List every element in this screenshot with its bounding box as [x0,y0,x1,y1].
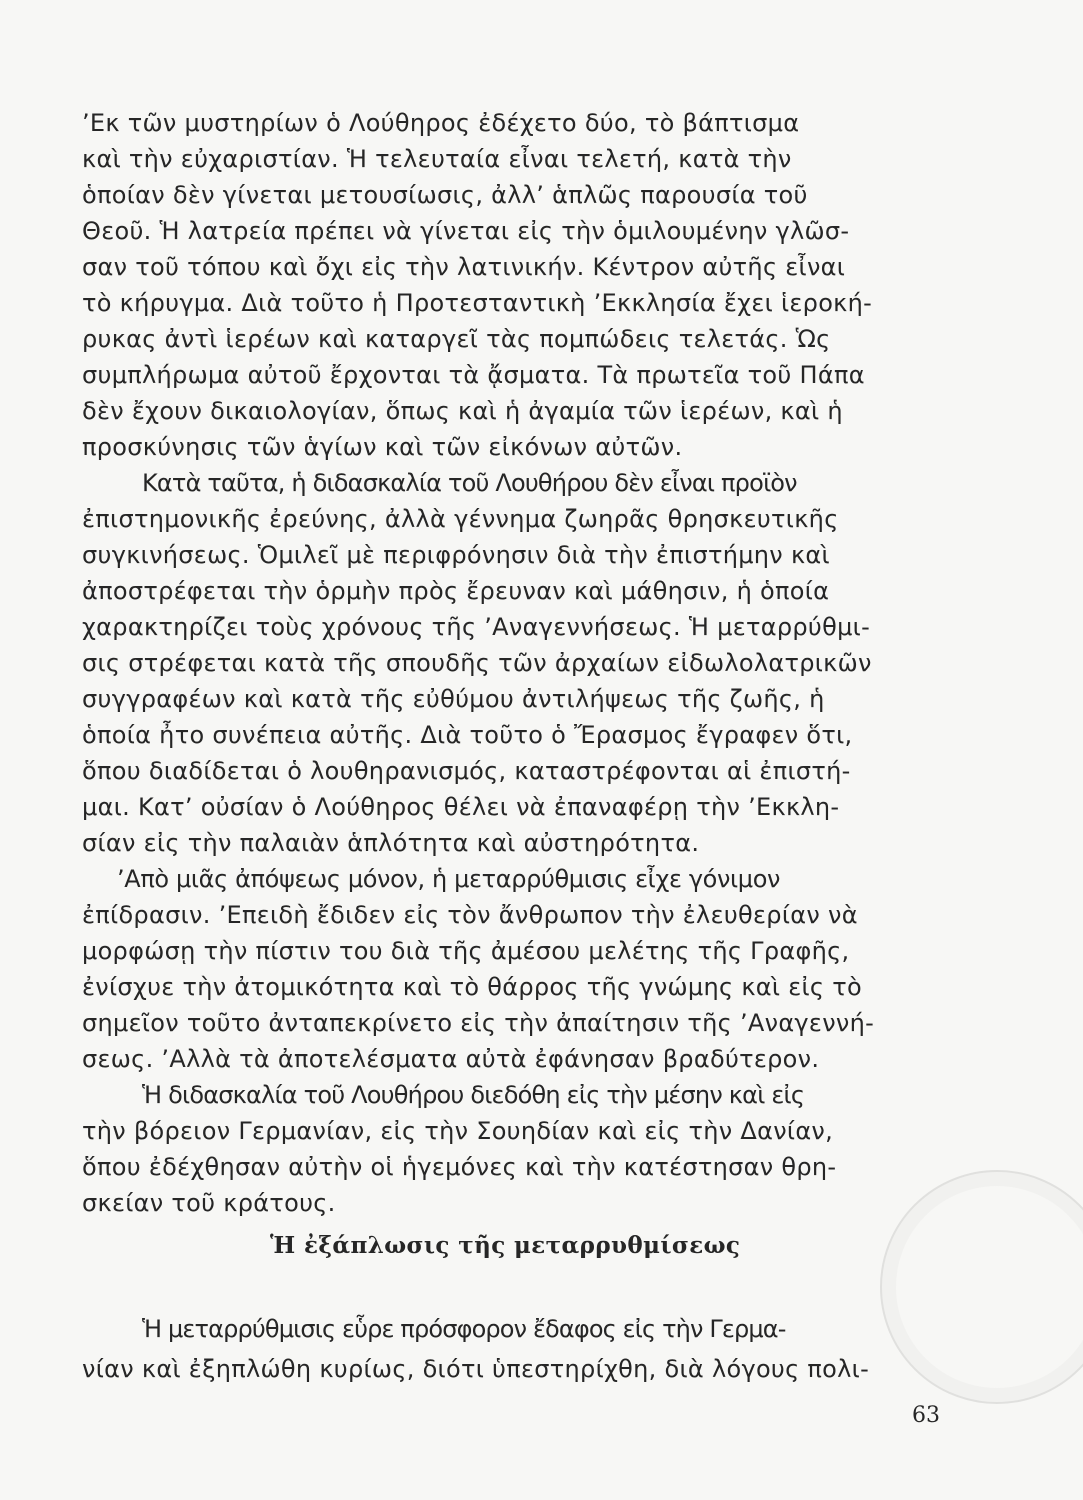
text-line: σις στρέφεται κατὰ τῆς σπουδῆς τῶν ἀρχαίων εἰδωλολατρικῶν [82,649,872,677]
text-line: συγγραφέων καὶ κατὰ τῆς εὐθύμου ἀντιλήψεως τῆς ζωῆς, ἡ [82,685,825,713]
text-line: ἐπιστημονικῆς ἐρεύνης, ἀλλὰ γέννημα ζωηρᾶς θρησκευτικῆς [82,505,839,533]
page-number: 63 [912,1403,940,1428]
text-line: χαρακτηρίζει τοὺς χρόνους τῆς ’Αναγεννήσεως. Ἡ μεταρρύθμι- [82,613,871,641]
text-line: ὁποία ἦτο συνέπεια αὐτῆς. Διὰ τοῦτο ὁ Ἔρασμος ἔγραφεν ὅτι, [82,721,853,749]
text-line: Ἡ μεταρρύθμισις εὗρε πρόσφορον ἔδαφος εἰς τὴν Γερμα- [142,1315,786,1343]
text-line: συμπλήρωμα αὐτοῦ ἔρχονται τὰ ᾄσματα. Τὰ πρωτεῖα τοῦ Πάπα [82,361,865,389]
text-line: τὴν βόρειον Γερμανίαν, εἰς τὴν Σουηδίαν καὶ εἰς τὴν Δανίαν, [82,1117,834,1145]
text-line: σκείαν τοῦ κράτους. [82,1189,336,1217]
text-line: ’Απὸ μιᾶς ἀπόψεως μόνον, ἡ μεταρρύθμισις εἶχε γόνιμον [117,865,781,893]
text-line: σημεῖον τοῦτο ἀνταπεκρίνετο εἰς τὴν ἀπαίτησιν τῆς ’Αναγεννή- [82,1009,875,1037]
text-line: ὅπου ἐδέχθησαν αὐτὴν οἱ ἡγεμόνες καὶ τὴν κατέστησαν θρη- [82,1153,837,1181]
text-line: μορφώσῃ τὴν πίστιν του διὰ τῆς ἀμέσου μελέτης τῆς Γραφῆς, [82,937,850,965]
text-line: σίαν εἰς τὴν παλαιὰν ἁπλότητα καὶ αὐστηρότητα. [82,829,700,857]
text-line: προσκύνησις τῶν ἁγίων καὶ τῶν εἰκόνων αὐτῶν. [82,433,683,461]
text-line: ὁποίαν δὲν γίνεται μετουσίωσις, ἀλλ’ ἁπλῶς παρουσία τοῦ [82,181,808,209]
text-line: μαι. Κατ’ οὐσίαν ὁ Λούθηρος θέλει νὰ ἐπαναφέρῃ τὴν ’Εκκλη- [82,793,840,821]
text-line: Θεοῦ. Ἡ λατρεία πρέπει νὰ γίνεται εἰς τὴν ὁμιλουμένην γλῶσ- [82,217,850,245]
text-line: σαν τοῦ τόπου καὶ ὄχι εἰς τὴν λατινικήν. Κέντρον αὐτῆς εἶναι [82,253,846,281]
text-line: συγκινήσεως. Ὁμιλεῖ μὲ περιφρόνησιν διὰ τὴν ἐπιστήμην καὶ [82,541,830,569]
text-line: καὶ τὴν εὐχαριστίαν. Ἡ τελευταία εἶναι τελετή, κατὰ τὴν [82,145,792,173]
text-line: Κατὰ ταῦτα, ἡ διδασκαλία τοῦ Λουθήρου δὲν εἶναι προϊὸν [142,469,797,497]
text-line: Ἡ διδασκαλία τοῦ Λουθήρου διεδόθη εἰς τὴν μέσην καὶ εἰς [142,1081,805,1109]
text-line: δὲν ἔχουν δικαιολογίαν, ὅπως καὶ ἡ ἀγαμία τῶν ἱερέων, καὶ ἡ [82,397,843,425]
text-line: σεως. ’Αλλὰ τὰ ἀποτελέσματα αὐτὰ ἐφάνησαν βραδύτερον. [82,1045,820,1073]
text-line: ἐπίδρασιν. ’Επειδὴ ἔδιδεν εἰς τὸν ἄνθρωπον τὴν ἐλευθερίαν νὰ [82,901,858,929]
text-line: ἀποστρέφεται τὴν ὁρμὴν πρὸς ἔρευναν καὶ μάθησιν, ἡ ὁποία [82,577,830,605]
text-line: ὅπου διαδίδεται ὁ λουθηρανισμός, καταστρέφονται αἱ ἐπιστή- [82,757,851,785]
text-line: ρυκας ἀντὶ ἱερέων καὶ καταργεῖ τὰς πομπώδεις τελετάς. Ὡς [82,325,831,353]
section-heading: Ἡ ἐξάπλωσις τῆς μεταρρυθμίσεως [270,1232,741,1259]
text-line: ’Εκ τῶν μυστηρίων ὁ Λούθηρος ἐδέχετο δύο, τὸ βάπτισμα [82,109,800,137]
text-line: ἐνίσχυε τὴν ἀτομικότητα καὶ τὸ θάρρος τῆς γνώμης καὶ εἰς τὸ [82,973,862,1001]
text-line: νίαν καὶ ἐξηπλώθη κυρίως, διότι ὑπεστηρίχθη, διὰ λόγους πολι- [82,1355,870,1383]
text-line: τὸ κήρυγμα. Διὰ τοῦτο ἡ Προτεσταντικὴ ’Εκκλησία ἔχει ἱεροκή- [82,289,873,317]
